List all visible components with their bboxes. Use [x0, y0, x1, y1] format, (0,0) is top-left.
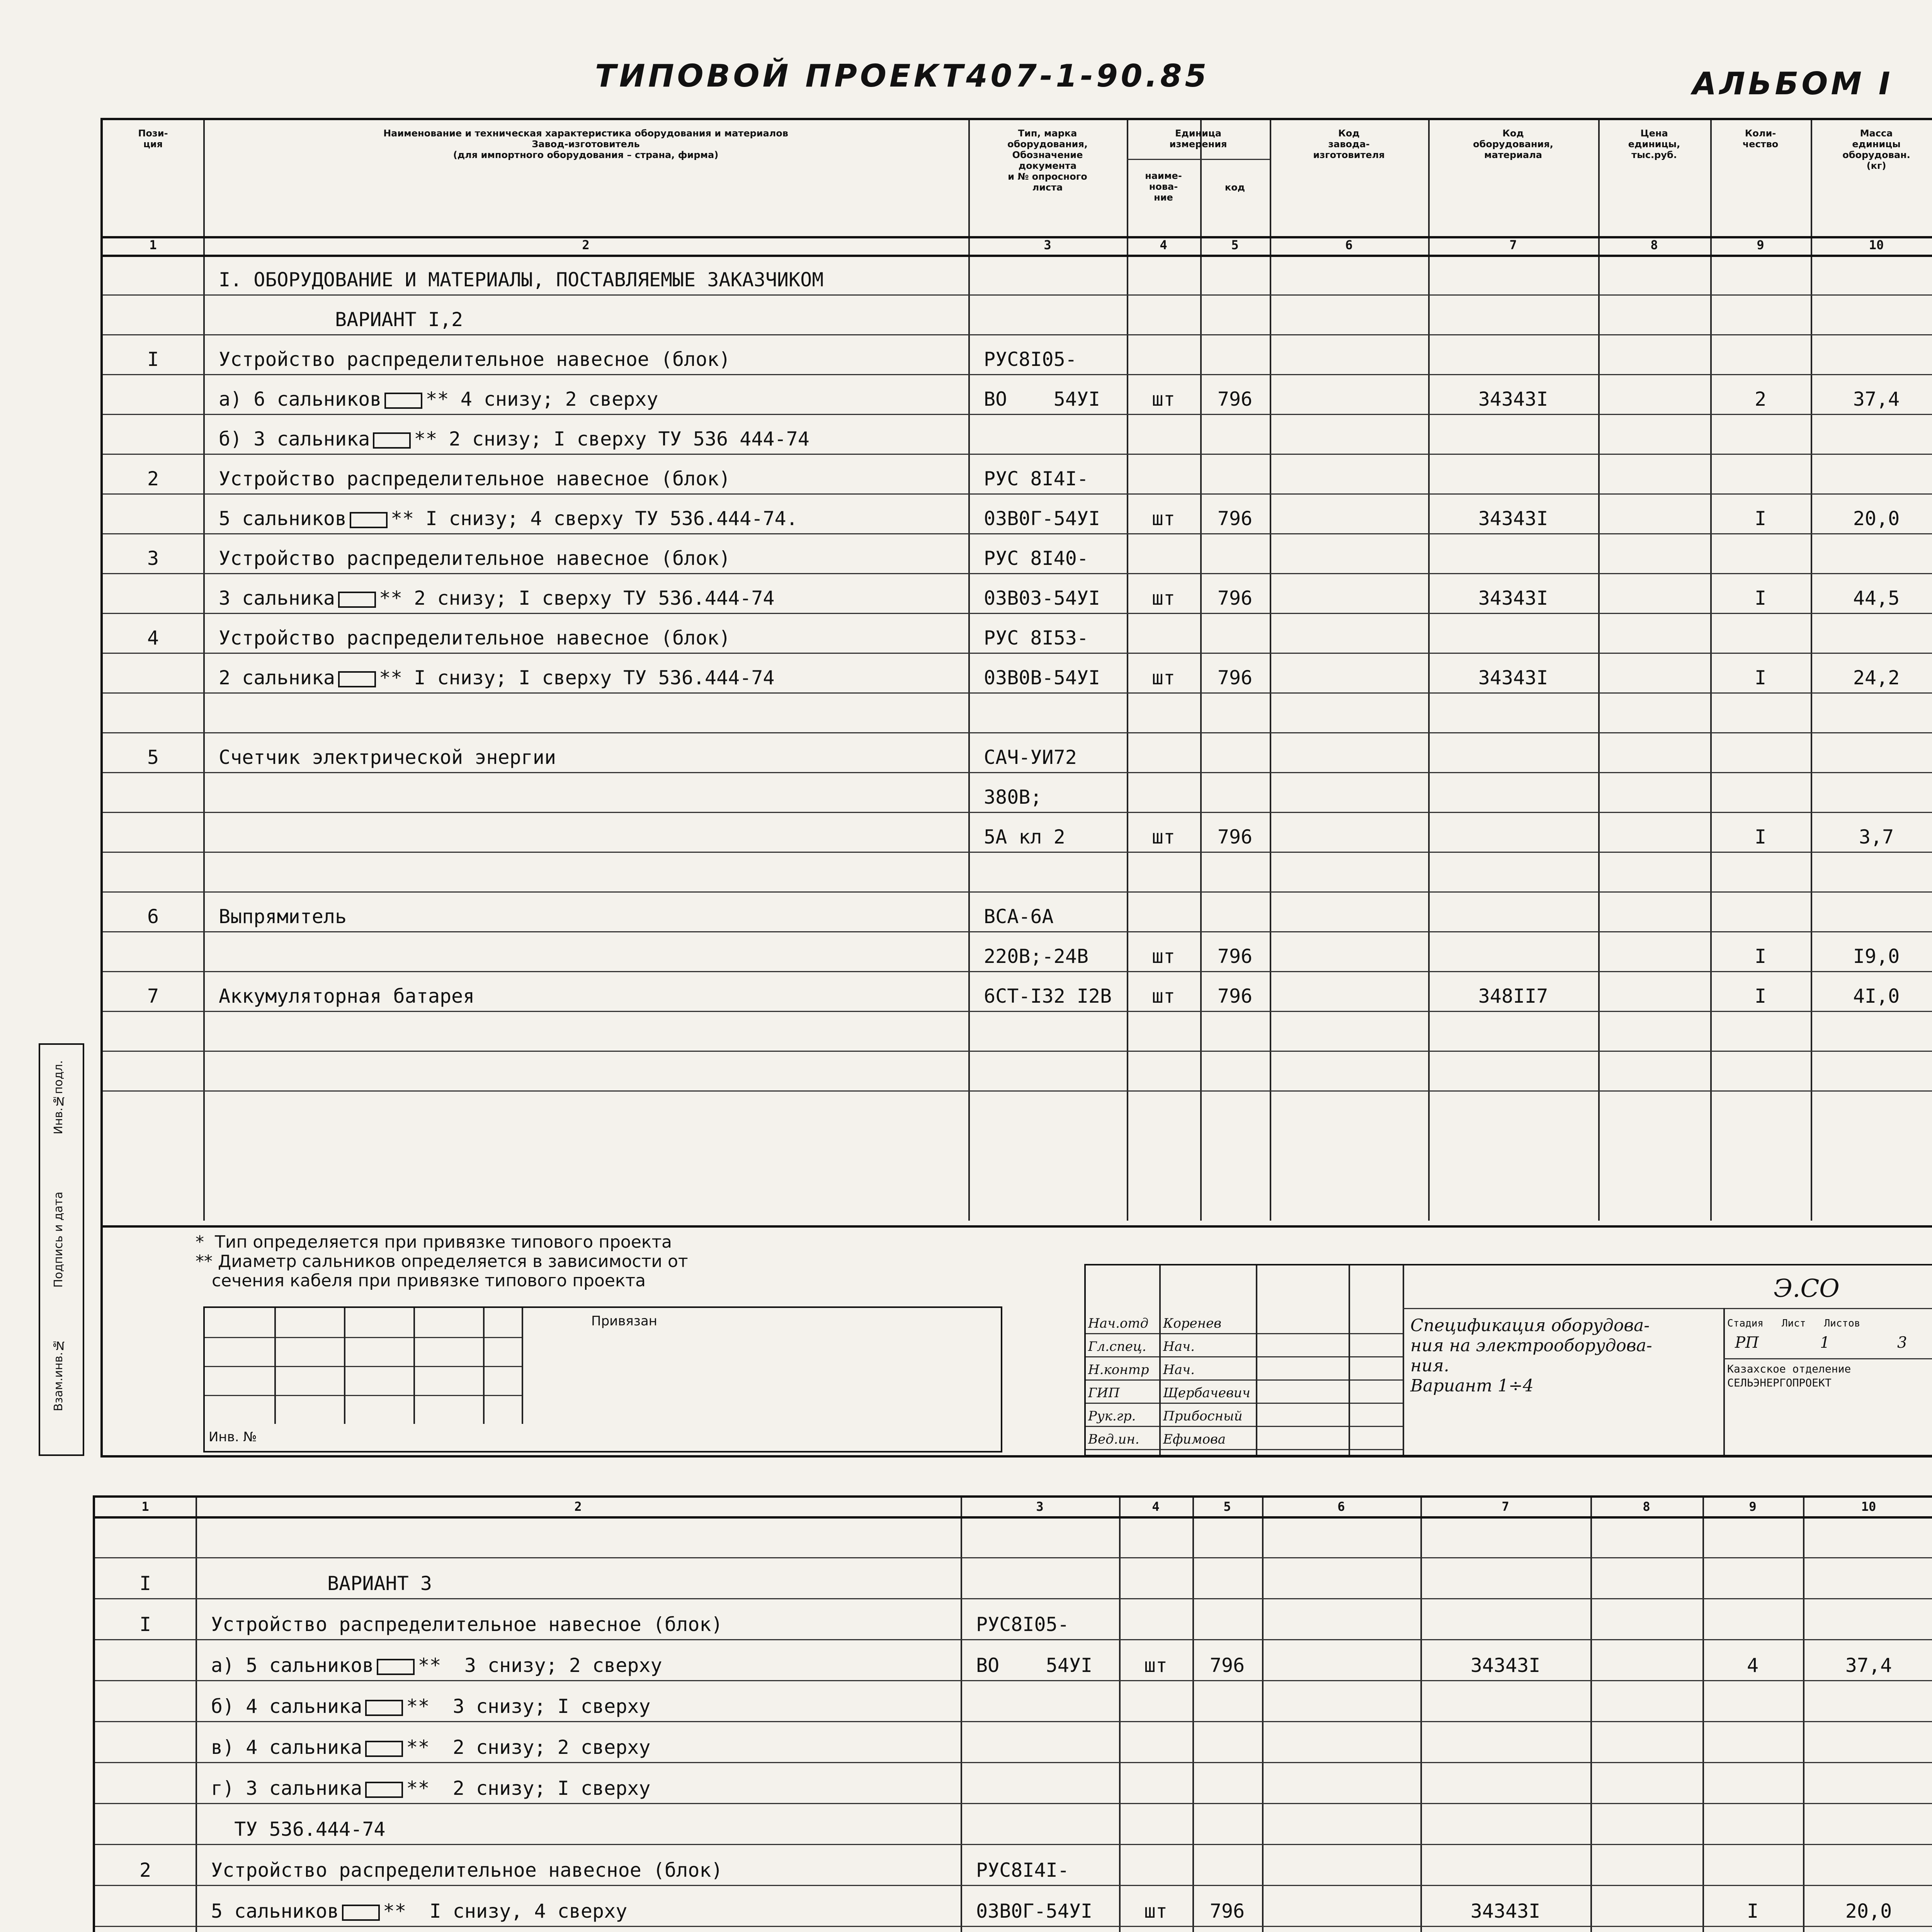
signature-name: Ефимова	[1163, 1432, 1226, 1447]
signature-name: Нач.	[1163, 1362, 1195, 1378]
name-cell: Устройство распределительное навесное (блок)	[219, 468, 731, 490]
row-divider	[103, 573, 1932, 574]
name-cell: г) 3 сальника ** 2 снизу; I сверху	[211, 1777, 651, 1799]
column-divider	[1598, 120, 1600, 1221]
column-number: 7	[1502, 1499, 1509, 1514]
gland-placeholder-box	[365, 1782, 403, 1798]
column-header: Наименование и техническая характеристика оборудования и материалов Завод-изготовитель (для импортного оборудования – страна, фирма)	[383, 128, 788, 160]
row-divider	[103, 374, 1932, 375]
row-divider	[103, 812, 1932, 813]
column-divider	[1803, 1498, 1804, 1932]
column-number: 8	[1650, 238, 1658, 252]
column-divider	[968, 120, 970, 1221]
row-divider	[95, 1598, 1932, 1599]
stamp-col	[522, 1308, 523, 1424]
column-header: Пози- ция	[138, 128, 168, 150]
signature-role: Нач.отд	[1088, 1316, 1149, 1331]
mass-cell: I9,0	[1853, 945, 1900, 968]
column-header: Масса единицы оборудован. (кг)	[1842, 128, 1910, 171]
signature-row	[1086, 1426, 1403, 1427]
quantity-cell: I	[1754, 826, 1767, 848]
type-cell: РУС8I05-	[976, 1613, 1069, 1636]
gland-suffix: ** 3 снизу; 2 сверху	[418, 1654, 662, 1677]
project-number: 407-1-90.85	[966, 58, 1210, 94]
mass-cell: 20,0	[1853, 507, 1900, 530]
signature-row	[1086, 1333, 1403, 1334]
quantity-cell: 2	[1754, 388, 1767, 410]
unit-cell: шт	[1151, 507, 1175, 530]
row-divider	[95, 1639, 1932, 1640]
column-number-rule	[103, 255, 1932, 257]
column-number: 4	[1152, 1499, 1160, 1514]
column-number: 5	[1231, 238, 1239, 252]
gland-suffix: ** I снизу, 4 сверху	[383, 1900, 628, 1922]
type-cell: САЧ-УИ72	[984, 746, 1077, 769]
organization: Казахское отделение СЕЛЬЭНЕРГОПРОЕКТ	[1727, 1362, 1851, 1389]
column-number: 6	[1345, 238, 1353, 252]
name-cell: Устройство распределительное навесное (блок)	[219, 348, 731, 371]
row-divider	[103, 772, 1932, 773]
column-header: Коли- чество	[1742, 128, 1779, 150]
position-cell: I	[139, 1572, 151, 1595]
stamp-col	[483, 1308, 485, 1424]
gland-placeholder-box	[338, 592, 376, 608]
sheet-number: 1	[1820, 1334, 1830, 1352]
stamp-col	[1159, 1265, 1161, 1455]
footnote: * Тип определяется при привязке типового проекта	[196, 1232, 672, 1252]
side-label-inv: Инв.№подл.	[52, 1060, 65, 1134]
row-divider	[95, 1844, 1932, 1845]
stamp-col	[413, 1308, 415, 1424]
name-cell: ВАРИАНТ 3	[211, 1572, 432, 1595]
type-cell: РУС8I4I-	[976, 1859, 1069, 1881]
title-block	[1084, 1264, 1932, 1456]
name-cell: б) 3 сальника ** 2 снизу; I сверху ТУ 536 444-74	[219, 428, 810, 450]
column-divider	[1270, 120, 1271, 1221]
row-divider	[103, 891, 1932, 893]
sheet-count: 3	[1897, 1334, 1907, 1352]
row-divider	[103, 1090, 1932, 1092]
type-cell: 220В;-24В	[984, 945, 1088, 968]
row-divider	[103, 294, 1932, 296]
type-cell: 5А кл 2	[984, 826, 1065, 848]
name-cell: Счетчик электрической энергии	[219, 746, 556, 769]
column-number: 3	[1044, 238, 1051, 252]
column-header: наиме- нова- ние	[1145, 170, 1182, 203]
quantity-cell: I	[1754, 667, 1767, 689]
signature-row	[1086, 1403, 1403, 1404]
unit-cell: шт	[1151, 388, 1175, 410]
row-divider	[103, 533, 1932, 534]
row-divider	[103, 613, 1932, 614]
column-header: Тип, марка оборудования, Обозначение документа и № опросного листа	[1007, 128, 1088, 193]
type-cell: ВО 54УI	[976, 1654, 1093, 1677]
unit-cell: шт	[1151, 667, 1175, 689]
footnote: ** Диаметр сальников определяется в зависимости от	[196, 1252, 688, 1271]
type-cell: 6СТ-I32 I2В	[984, 985, 1112, 1007]
signature-role: ГИП	[1088, 1385, 1120, 1401]
row-divider	[103, 414, 1932, 415]
unit-cell: шт	[1151, 587, 1175, 609]
gland-placeholder-box	[365, 1700, 403, 1716]
unit-code-cell: 796	[1217, 587, 1253, 609]
position-cell: 2	[139, 1859, 151, 1881]
name-cell: а) 6 сальников ** 4 снизу; 2 сверху	[219, 388, 658, 410]
signature-row	[1086, 1449, 1403, 1450]
side-label-vzam: Взам.инв.№	[52, 1338, 65, 1412]
position-cell: 4	[147, 627, 159, 649]
column-header: Код оборудования, материала	[1473, 128, 1553, 160]
signature-name: Щербачевич	[1163, 1385, 1250, 1401]
unit-cell: шт	[1151, 826, 1175, 848]
gland-placeholder-box	[350, 512, 388, 528]
stamp-col	[1256, 1265, 1257, 1455]
name-cell: 2 сальника ** I снизу; I сверху ТУ 536.444-74	[219, 667, 775, 689]
signature-role: Вед.ин.	[1088, 1432, 1139, 1447]
unit-code-cell: 796	[1217, 388, 1253, 410]
name-cell: Аккумуляторная батарея	[219, 985, 475, 1007]
row-divider	[103, 971, 1932, 972]
column-number: 2	[582, 238, 590, 252]
stamp-row	[205, 1366, 522, 1367]
type-cell: РУС 8I53-	[984, 627, 1088, 649]
gland-placeholder-box	[377, 1659, 415, 1675]
sheet-2-table	[93, 1495, 1932, 1932]
signature-name: Нач.	[1163, 1339, 1195, 1354]
column-number: 8	[1643, 1499, 1650, 1514]
material-code-cell: 34343I	[1470, 1900, 1541, 1922]
row-divider	[103, 1011, 1932, 1012]
gland-placeholder-box	[373, 432, 411, 449]
gland-suffix: ** 3 снизу; I сверху	[406, 1695, 651, 1718]
position-cell: 6	[147, 905, 159, 928]
material-code-cell: 34343I	[1470, 1654, 1541, 1677]
mass-cell: 37,4	[1853, 388, 1900, 410]
title-split	[1403, 1308, 1932, 1309]
quantity-cell: I	[1754, 587, 1767, 609]
quantity-cell: I	[1754, 985, 1767, 1007]
gland-suffix: ** 4 снизу; 2 сверху	[425, 388, 658, 410]
column-number: 2	[574, 1499, 582, 1514]
row-divider	[95, 1762, 1932, 1763]
position-cell: 2	[147, 468, 159, 490]
row-divider	[103, 732, 1932, 733]
gland-suffix: ** 2 снизу; I сверху	[406, 1777, 651, 1799]
side-label-sign: Подпись и дата	[52, 1192, 65, 1288]
privyazan-label: Привязан	[591, 1313, 657, 1329]
type-cell: ВО 54УI	[984, 388, 1100, 410]
header-subdivider	[1127, 159, 1270, 160]
unit-cell: шт	[1151, 945, 1175, 968]
column-number: 6	[1337, 1499, 1345, 1514]
name-cell: 5 сальников ** I снизу, 4 сверху	[211, 1900, 628, 1922]
binding-strip-1	[39, 1043, 84, 1456]
type-cell: 380В;	[984, 786, 1042, 808]
stamp-col	[1723, 1308, 1725, 1455]
sheet-1-table	[100, 118, 1932, 1458]
row-divider	[95, 1926, 1932, 1927]
body-bottom-rule	[103, 1225, 1932, 1228]
mass-cell: 24,2	[1853, 667, 1900, 689]
column-divider	[1262, 1498, 1264, 1932]
inventory-label: Инв. №	[209, 1429, 257, 1445]
quantity-cell: I	[1747, 1900, 1759, 1922]
type-cell: 03В03-54УI	[984, 587, 1100, 609]
unit-cell: шт	[1151, 985, 1175, 1007]
stamp-row	[205, 1395, 522, 1396]
column-divider	[1192, 1498, 1194, 1932]
unit-code-cell: 796	[1217, 507, 1253, 530]
name-cell: Устройство распределительное навесное (блок)	[219, 627, 731, 649]
signature-role: Н.контр	[1088, 1362, 1149, 1378]
signature-role: Рук.гр.	[1088, 1408, 1136, 1424]
material-code-cell: 34343I	[1478, 507, 1548, 530]
row-divider	[95, 1721, 1932, 1722]
type-cell: 03В0Г-54УI	[984, 507, 1100, 530]
material-code-cell: 34343I	[1478, 587, 1548, 609]
column-number-rule	[95, 1516, 1932, 1519]
gland-placeholder-box	[342, 1905, 380, 1921]
signature-row	[1086, 1379, 1403, 1381]
column-divider	[1420, 1498, 1422, 1932]
document-title: Спецификация оборудова- ния на электрооборудова- ния. Вариант 1÷4	[1410, 1316, 1652, 1396]
mass-cell: 44,5	[1853, 587, 1900, 609]
row-divider	[103, 653, 1932, 654]
quantity-cell: I	[1754, 507, 1767, 530]
row-divider	[95, 1885, 1932, 1886]
column-number: 10	[1861, 1499, 1876, 1514]
unit-code-cell: 796	[1217, 945, 1253, 968]
project-title: ТИПОВОЙ ПРОЕКТ	[595, 58, 966, 94]
gland-suffix: ** I снизу; 4 сверху ТУ 536.444-74.	[391, 507, 798, 530]
type-cell: 03В0Г-54УI	[976, 1900, 1093, 1922]
signature-row	[1086, 1356, 1403, 1357]
gland-placeholder-box	[365, 1741, 403, 1757]
stamp-col	[1403, 1265, 1404, 1455]
position-cell: I	[139, 1613, 151, 1636]
quantity-cell: 4	[1747, 1654, 1759, 1677]
name-cell: а) 5 сальников ** 3 снизу; 2 сверху	[211, 1654, 662, 1677]
album-label: АЛЬБОМ I	[1692, 66, 1893, 102]
material-code-cell: 34343I	[1478, 667, 1548, 689]
unit-code-cell: 796	[1217, 826, 1253, 848]
position-cell: 3	[147, 547, 159, 570]
column-header: код	[1225, 182, 1245, 193]
name-cell: в) 4 сальника ** 2 снизу; 2 сверху	[211, 1736, 651, 1759]
stage-value: РП	[1735, 1334, 1759, 1352]
unit-code-cell: 796	[1217, 985, 1253, 1007]
unit-code-cell: 796	[1209, 1900, 1245, 1922]
row-divider	[103, 334, 1932, 335]
name-cell: Устройство распределительное навесное (блок)	[211, 1859, 723, 1881]
unit-code-cell: 796	[1209, 1654, 1245, 1677]
stage-header: Стадия Лист Листов	[1727, 1318, 1861, 1329]
column-number: 1	[149, 238, 157, 252]
quantity-cell: I	[1754, 945, 1767, 968]
name-cell: Устройство распределительное навесное (блок)	[211, 1613, 723, 1636]
type-cell: РУС8I05-	[984, 348, 1077, 371]
row-divider	[103, 493, 1932, 495]
gland-suffix: ** 2 снизу; I сверху ТУ 536 444-74	[414, 428, 810, 450]
stage-rule	[1723, 1358, 1932, 1359]
signature-name: Прибосный	[1163, 1408, 1243, 1424]
row-divider	[103, 931, 1932, 932]
name-cell: 3 сальника ** 2 снизу; I сверху ТУ 536.444-74	[219, 587, 775, 609]
type-cell: ВСА-6А	[984, 905, 1054, 928]
column-number: 9	[1757, 238, 1764, 252]
unit-cell: шт	[1144, 1654, 1168, 1677]
column-header: Цена единицы, тыс.руб.	[1628, 128, 1680, 160]
column-divider	[1119, 1498, 1121, 1932]
gland-suffix: ** 2 снизу; I сверху ТУ 536.444-74	[379, 587, 775, 609]
column-number: 5	[1223, 1499, 1231, 1514]
document-code: Э.СО	[1774, 1274, 1840, 1303]
stamp-col	[274, 1308, 276, 1424]
position-cell: I	[147, 348, 159, 371]
column-header-unit: Единица измерения	[1169, 128, 1227, 150]
unit-code-cell: 796	[1217, 667, 1253, 689]
column-divider	[1590, 1498, 1592, 1932]
row-divider	[103, 1051, 1932, 1052]
column-divider	[1702, 1498, 1704, 1932]
row-divider	[103, 852, 1932, 853]
gland-placeholder-box	[384, 393, 422, 409]
mass-cell: 4I,0	[1853, 985, 1900, 1007]
signature-name: Коренев	[1163, 1316, 1221, 1331]
privyazan-box	[203, 1306, 1002, 1452]
stamp-col	[1349, 1265, 1350, 1455]
name-cell: I. ОБОРУДОВАНИЕ И МАТЕРИАЛЫ, ПОСТАВЛЯЕМЫЕ ЗАКАЗЧИКОМ	[219, 269, 824, 291]
material-code-cell: 34343I	[1478, 388, 1548, 410]
row-divider	[95, 1557, 1932, 1558]
stamp-col	[344, 1308, 345, 1424]
name-cell: б) 4 сальника ** 3 снизу; I сверху	[211, 1695, 651, 1718]
name-cell: Выпрямитель	[219, 905, 347, 928]
name-cell: ТУ 536.444-74	[211, 1818, 386, 1840]
unit-cell: шт	[1144, 1900, 1168, 1922]
name-cell: ВАРИАНТ I,2	[219, 308, 463, 331]
column-number: 4	[1160, 238, 1167, 252]
column-header: Код завода- изготовителя	[1313, 128, 1385, 160]
position-cell: 7	[147, 985, 159, 1007]
column-number: 10	[1869, 238, 1884, 252]
column-number: 7	[1509, 238, 1517, 252]
name-cell: Устройство распределительное навесное (блок)	[219, 547, 731, 570]
row-divider	[95, 1803, 1932, 1804]
mass-cell: 3,7	[1859, 826, 1894, 848]
gland-suffix: ** 2 снизу; 2 сверху	[406, 1736, 651, 1759]
column-divider	[961, 1498, 962, 1932]
stamp-row	[205, 1337, 522, 1338]
column-divider	[196, 1498, 197, 1932]
column-number: 1	[141, 1499, 149, 1514]
type-cell: 03В0В-54УI	[984, 667, 1100, 689]
mass-cell: 37,4	[1845, 1654, 1892, 1677]
column-divider	[203, 120, 205, 1221]
material-code-cell: 348II7	[1478, 985, 1548, 1007]
position-cell: 5	[147, 746, 159, 769]
type-cell: РУС 8I4I-	[984, 468, 1088, 490]
row-divider	[103, 692, 1932, 694]
name-cell: 5 сальников ** I снизу; 4 сверху ТУ 536.444-74.	[219, 507, 798, 530]
column-number: 3	[1036, 1499, 1044, 1514]
signature-role: Гл.спец.	[1088, 1339, 1146, 1354]
footnote: сечения кабеля при привязке типового проекта	[196, 1271, 646, 1291]
row-divider	[95, 1680, 1932, 1681]
type-cell: РУС 8I40-	[984, 547, 1088, 570]
column-number: 9	[1749, 1499, 1757, 1514]
gland-suffix: ** I снизу; I сверху ТУ 536.444-74	[379, 667, 775, 689]
row-divider	[103, 454, 1932, 455]
mass-cell: 20,0	[1845, 1900, 1892, 1922]
gland-placeholder-box	[338, 671, 376, 687]
